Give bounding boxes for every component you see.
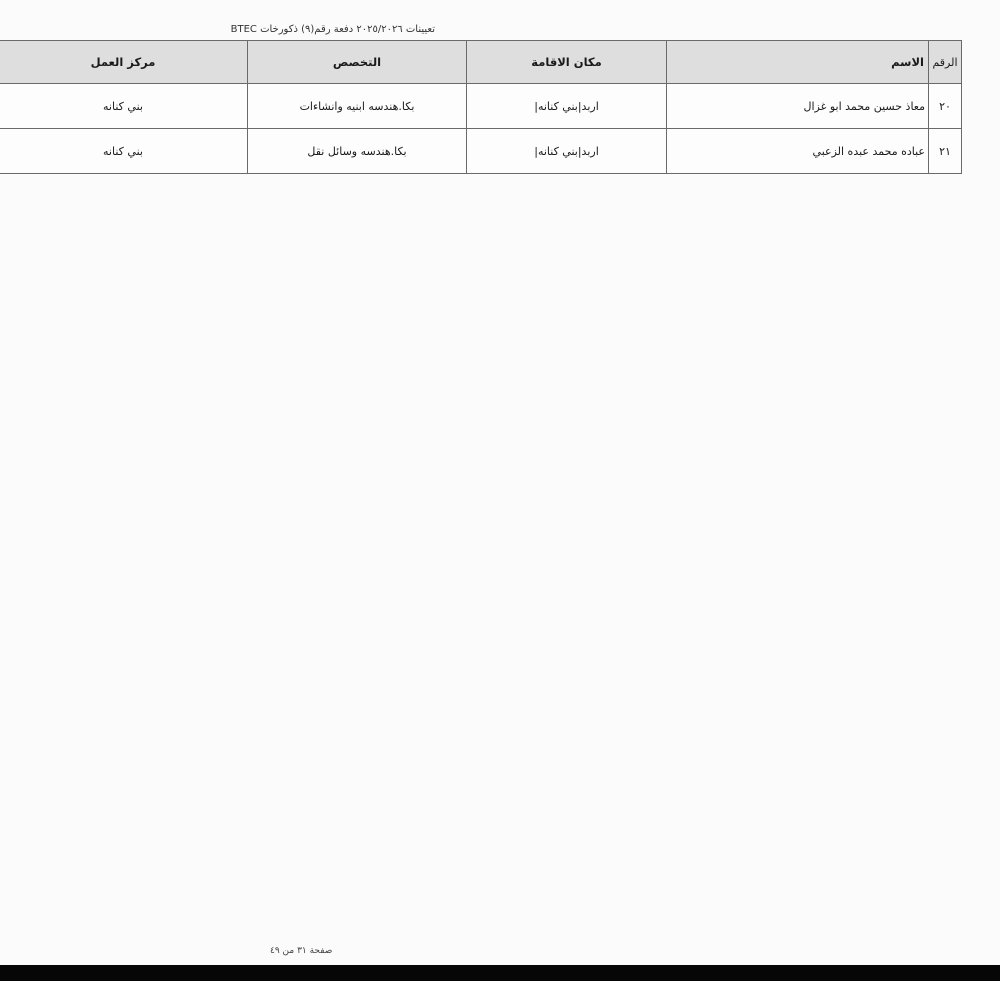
table-header-row xyxy=(0,41,962,84)
cell-work-center: بني كنانه xyxy=(0,84,248,129)
cell-number: ٢١ xyxy=(929,129,962,174)
column-header-number: الرقم xyxy=(929,41,962,84)
table-header xyxy=(0,41,962,84)
table-body xyxy=(0,84,962,174)
cell-name: عباده محمد عبده الزعبي xyxy=(667,129,929,174)
document-header-title: تعيينات ٢٠٢٥/٢٠٢٦ دفعة رقم(٩) ذكورخات BTEC xyxy=(230,24,435,35)
column-header-work-center: مركز العمل xyxy=(0,41,248,84)
column-header-specialization: التخصص xyxy=(248,41,467,84)
appointments-table-container xyxy=(0,40,962,174)
cell-residence: اربد|بني كنانه| xyxy=(467,84,667,129)
cell-specialization: بكا.هندسه ابنيه وانشاءات xyxy=(248,84,467,129)
cell-name: معاذ حسين محمد ابو غزال xyxy=(667,84,929,129)
cell-specialization: بكا.هندسه وسائل نقل xyxy=(248,129,467,174)
column-header-residence: مكان الاقامة xyxy=(467,41,667,84)
cell-number: ٢٠ xyxy=(929,84,962,129)
scan-bottom-border xyxy=(0,965,1000,981)
appointments-table xyxy=(0,40,962,174)
page-number-footer: صفحة ٣١ من ٤٩ xyxy=(270,946,333,956)
cell-work-center: بني كنانه xyxy=(0,129,248,174)
column-header-name: الاسم xyxy=(667,41,929,84)
cell-residence: اربد|بني كنانه| xyxy=(467,129,667,174)
table-row xyxy=(0,129,962,174)
table-row xyxy=(0,84,962,129)
